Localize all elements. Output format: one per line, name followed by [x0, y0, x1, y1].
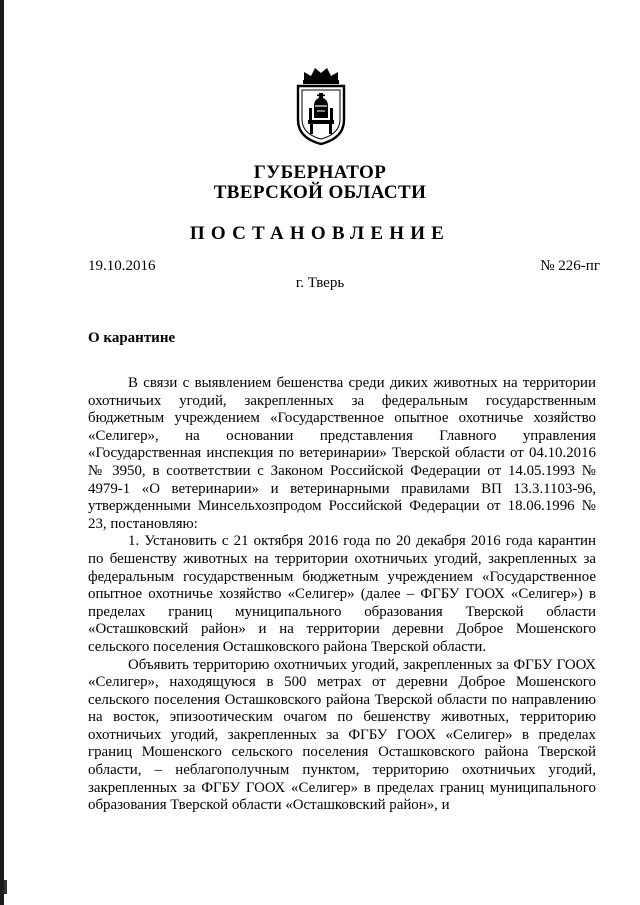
paragraph: Объявить территорию охотничьих угодий, закрепленных за ФГБУ ГООХ «Селигер», находящуюся в 500 метрах от деревни Доброе Мошенского сельского поселения Осташковского района Тверской области по направлению на восток, эпизоотическим очагом по бешенству животных, территорию охотничьих угодий, закрепленных за ФГБУ ГООХ «Селигер» в пределах границ Мошенского сельского поселения Осташковского района Тверской области, – неблагополучным пунктом, территорию охотничьих угодий, закрепленных за ФГБУ ГООХ «Селигер» в пределах границ муниципального образования Тверской области «Осташковский район», и — [88, 656, 596, 814]
document-body — [88, 375, 596, 815]
document-city: г. Тверь — [295, 275, 345, 291]
paragraph: 1. Установить с 21 октября 2016 года по 20 декабря 2016 года карантин по бешенству животных на территории охотничьих угодий, закрепленных за федеральным государственным бюджетным учреждением «Государственное опытное охотничье хозяйство «Селигер» (далее – ФГБУ ГООХ «Селигер») в пределах границ муниципального образования Тверской области «Осташковский район» и на территории деревни Доброе Мошенского сельского поселения Осташковского района Тверской области. — [88, 533, 596, 655]
document-type: ПОСТАНОВЛЕНИЕ — [189, 223, 451, 244]
document-number: № 226-пг — [540, 258, 600, 274]
document-date: 19.10.2016 — [88, 258, 156, 274]
authority-title-line2: ТВЕРСКОЙ ОБЛАСТИ — [213, 182, 427, 203]
authority-title-line1: ГУБЕРНАТОР — [253, 162, 387, 183]
document-subject: О карантине — [88, 330, 176, 346]
scan-edge — [0, 0, 4, 905]
tver-coat-of-arms-icon — [293, 66, 349, 146]
paragraph: В связи с выявлением бешенства среди диких животных на территории охотничьих угодий, закрепленных за федеральным государственным бюджетным учреждением «Государственное опытное охотничье хозяйство «Селигер», на основании представления Главного управления «Государственная инспекция по ветеринарии» Тверской области от 04.10.2016 № 3950, в соответствии с Законом Российской Федерации от 14.05.1993 № 4979-1 «О ветеринарии» и ветеринарными правилами ВП 13.3.1103-96, утвержденными Минсельхозпродом Российской Федерации от 18.06.1996 № 23, постановляю: — [88, 375, 596, 532]
scan-edge-mark — [4, 880, 7, 894]
